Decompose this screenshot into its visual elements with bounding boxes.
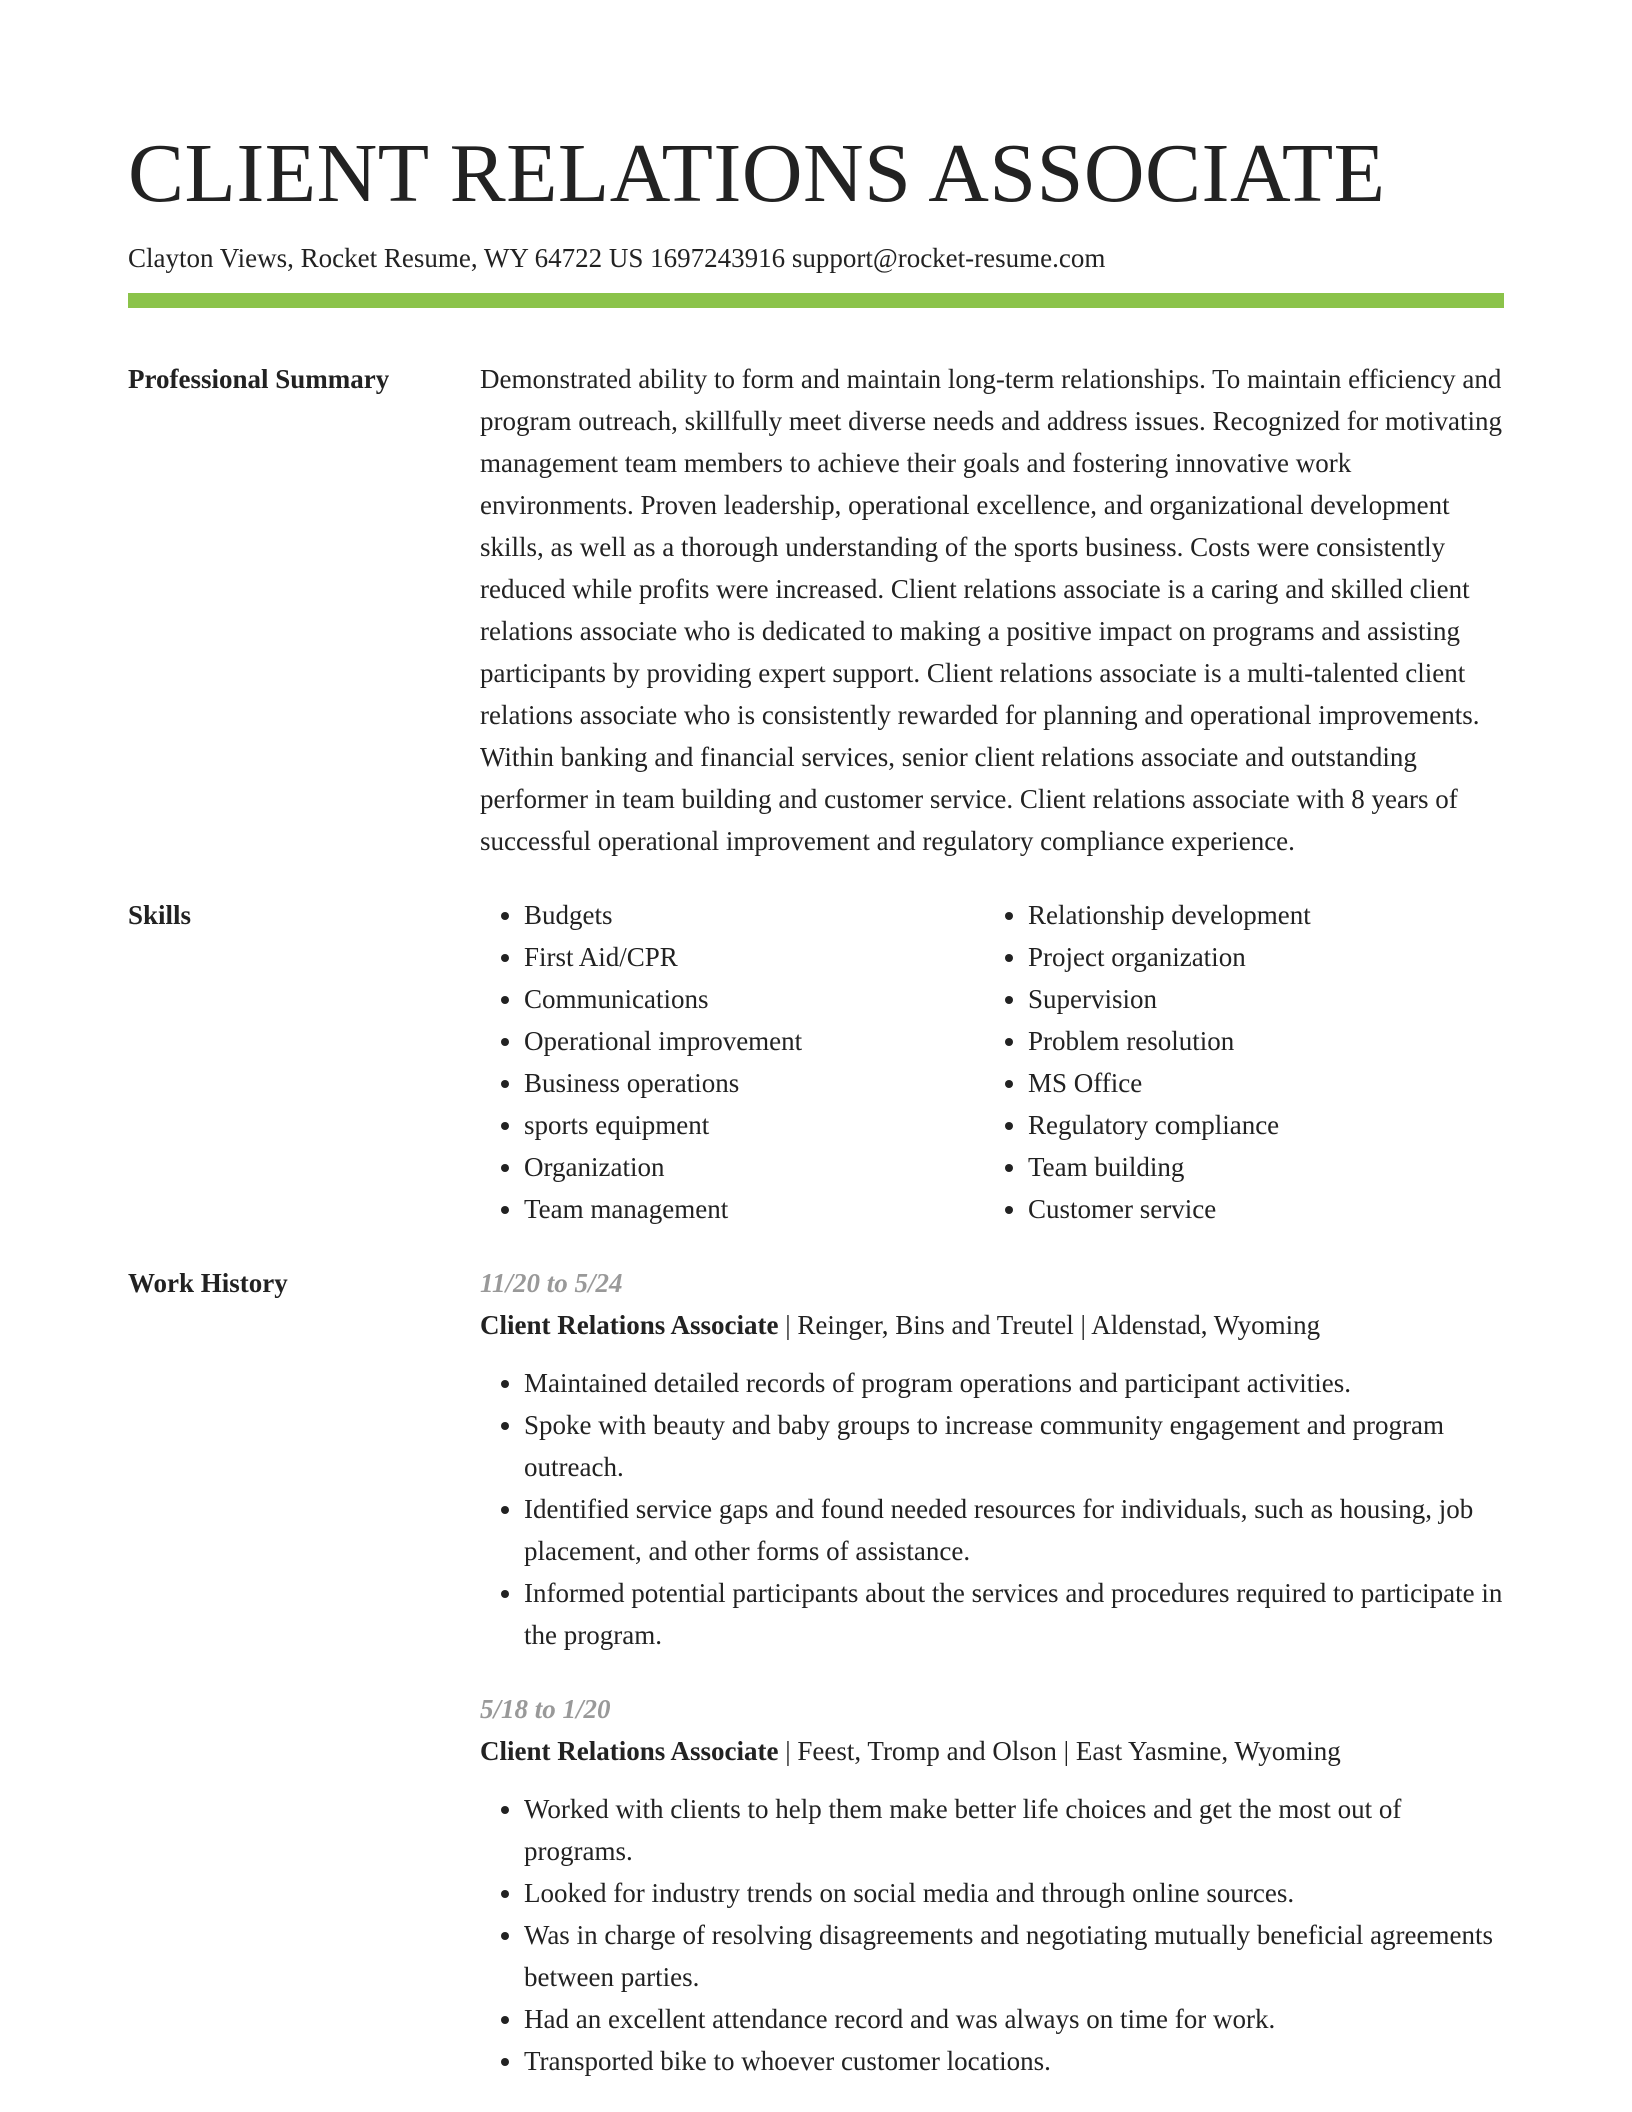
section-title-skills: Skills: [128, 900, 192, 931]
job-title: Client Relations Associate: [480, 1736, 779, 1767]
job-bullet: • Spoke with beauty and baby groups to increase community engagement and program outreach.: [524, 1404, 1504, 1488]
job-entry: [480, 1262, 1504, 1656]
skill-item: • First Aid/CPR: [524, 936, 984, 978]
job-bullet: • Was in charge of resolving disagreements and negotiating mutually beneficial agreements between parties.: [524, 1914, 1504, 1998]
section-title-summary: Professional Summary: [128, 364, 390, 395]
job-bullet: • Informed potential participants about the services and procedures required to participate in the program.: [524, 1572, 1504, 1656]
job-bullet: • Transported bike to whoever customer locations.: [524, 2040, 1504, 2082]
job-bullets: [480, 1788, 1504, 2082]
job-bullet: • Looked for industry trends on social media and through online sources.: [524, 1872, 1504, 1914]
work-history-section: [128, 1262, 1504, 2082]
job-bullet: • Identified service gaps and found needed resources for individuals, such as housing, job placement, and other forms of assistance.: [524, 1488, 1504, 1572]
skill-item: • Regulatory compliance: [1028, 1104, 1488, 1146]
skill-item: • sports equipment: [524, 1104, 984, 1146]
skill-item: • Customer service: [1028, 1188, 1488, 1230]
skill-item: • MS Office: [1028, 1062, 1488, 1104]
job-dates: 11/20 to 5/24: [480, 1268, 623, 1299]
job-employer-location: | Reinger, Bins and Treutel | Aldenstad, Wyoming: [778, 1310, 1321, 1341]
job-title: Client Relations Associate: [480, 1310, 779, 1341]
job-heading: [480, 1730, 1504, 1772]
skills-list-right: [984, 894, 1488, 1230]
job-bullet: • Maintained detailed records of program operations and participant activities.: [524, 1362, 1504, 1404]
skill-item: • Problem resolution: [1028, 1020, 1488, 1062]
skill-item: • Operational improvement: [524, 1020, 984, 1062]
skill-item: • Business operations: [524, 1062, 984, 1104]
candidate-name: CLIENT RELATIONS ASSOCIATE: [128, 127, 1386, 220]
skill-item: • Relationship development: [1028, 894, 1488, 936]
skill-item: • Project organization: [1028, 936, 1488, 978]
header-divider: [128, 293, 1504, 308]
summary-text: Demonstrated ability to form and maintain long-term relationships. To maintain efficiency and program outreach, skillfully meet diverse needs and address issues. Recognized for motivating management team members to achieve their goals and fostering innovative work environments. Proven leadership, operational excellence, and organizational development skills, as well as a thorough understanding of the sports business. Costs were consistently reduced while profits were increased. Client relations associate is a caring and skilled client relations associate who is dedicated to making a positive impact on programs and assisting participants by providing expert support. Client relations associate is a multi-talented client relations associate who is consistently rewarded for planning and operational improvements. Within banking and financial services, senior client relations associate and outstanding performer in team building and customer service. Client relations associate with 8 years of successful operational improvement and regulatory compliance experience.: [480, 364, 1502, 857]
skill-item: • Team building: [1028, 1146, 1488, 1188]
job-employer-location: | Feest, Tromp and Olson | East Yasmine, Wyoming: [778, 1736, 1341, 1767]
skill-item: • Communications: [524, 978, 984, 1020]
job-heading: [480, 1304, 1504, 1346]
skills-section: [128, 894, 1504, 1230]
skills-list-left: [480, 894, 984, 1230]
section-title-work: Work History: [128, 1268, 288, 1299]
summary-section: [128, 358, 1504, 862]
job-bullet: • Had an excellent attendance record and was always on time for work.: [524, 1998, 1504, 2040]
job-dates: 5/18 to 1/20: [480, 1694, 611, 1725]
skill-item: • Organization: [524, 1146, 984, 1188]
job-bullet: • Worked with clients to help them make better life choices and get the most out of programs.: [524, 1788, 1504, 1872]
job-entry: [480, 1688, 1504, 2082]
contact-info: Clayton Views, Rocket Resume, WY 64722 US 1697243916 support@rocket-resume.com: [128, 243, 1106, 273]
skill-item: • Supervision: [1028, 978, 1488, 1020]
job-bullets: [480, 1362, 1504, 1656]
resume-page: [128, 0, 1504, 2082]
skill-item: • Budgets: [524, 894, 984, 936]
skill-item: • Team management: [524, 1188, 984, 1230]
